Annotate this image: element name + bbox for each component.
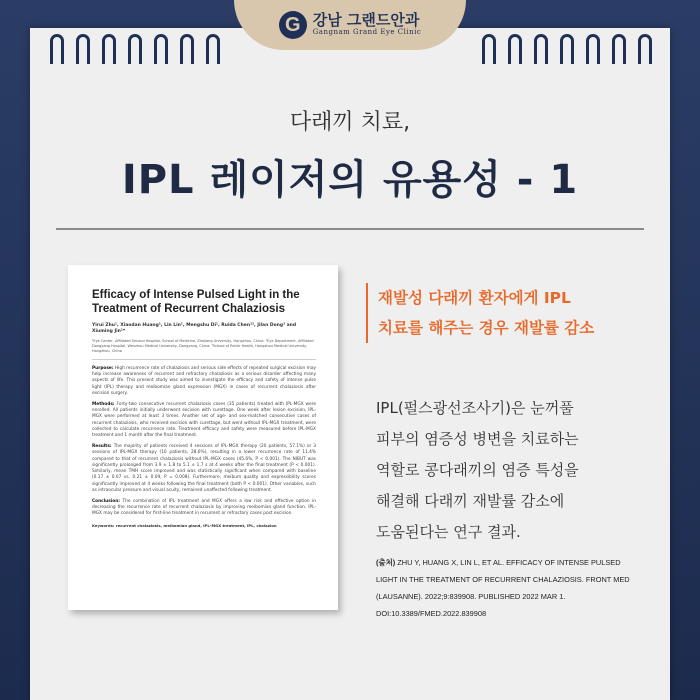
key-finding [366,283,658,343]
binder-ring [128,34,142,64]
paper-excerpt [68,265,338,610]
binder-ring [638,34,652,64]
description-line: 피부의 염증성 병변을 치료하는 [376,430,579,448]
source-text: ZHU Y, HUANG X, LIN L, ET AL. EFFICACY OF INTENSE PULSED LIGHT IN THE TREATMENT OF RECURRENT CHALAZIOSIS. FRONT MED (LAUSANNE). 2022;9:839908. PUBLISHED 2022 MAR 1. DOI:10.3389/FMED.2022.839908 [376,558,630,618]
paper-conclusion: Conclusion: The combination of IPL treatment and MGX offers a low risk and effective option in decreasing the recurrence rate of recurrent chalaziosis by improving meibomian gland function. IPL-MGX may be considered for first-line treatment in recurrent or refractory cases post excision. [92,499,316,517]
binder-ring [508,34,522,64]
brand-text [313,13,422,36]
title-divider [56,228,644,230]
key-finding-line: 재발성 다래끼 환자에게 IPL [378,289,571,307]
binder-ring [482,34,496,64]
paper-keywords: Keywords: recurrent chalaziosis, meibomian gland, IPL-MGX treatment, IPL, chalazion [92,522,277,528]
brand-name-korean: 강남 그랜드안과 [312,11,420,30]
paper-authors: Yirui Zhu¹, Xiaodan Huang¹, Lin Lin¹, Mengshu Di¹, Ruida Chen¹², Jilan Dong³ and Xiuming Jin¹* [92,322,297,334]
clinic-logo-icon: G [279,11,307,39]
binder-ring [154,34,168,64]
paper-title: Efficacy of Intense Pulsed Light in the Treatment of Recurrent Chalaziosis [92,289,300,315]
source-label: (출처) [376,558,396,567]
description-line: IPL(펄스광선조사기)은 눈꺼풀 [376,399,574,417]
binder-ring [612,34,626,64]
brand-tab [234,0,466,50]
paper-purpose: Purpose: High recurrence rate of chalaziosis and serious side effects of repeated surgical excision may help increase awareness of recurrent and refractory chalaziosis as a serious disorder affecting many aspects of life. This present study was aimed to investigate the efficacy and safety of intense pulse light (IPL) therapy and meibomian gland expression (MGX) in cases of recurrent chalaziosis after excision surgery. [92,365,316,396]
description-line: 해결해 다래끼 재발률 감소에 [376,492,565,510]
binder-ring [180,34,194,64]
binder-ring [534,34,548,64]
paper-results: Results: The majority of patients received 4 sessions of IPL-MGX therapy (20 patients, 57.1%) or 3 sessions of IPL-MGX therapy (10 patients, 28.6%), resulting in a lower recurrence rate of 11.4% compared to that of recurrent chalaziosis without IPL-MGX cases (45.6%, P < 0.001). The NIBUT was significantly prolonged from 3.9 ± 1.8 to 5.1 ± 1.7 s at 4 weeks after the final treatment (P < 0.001). Similarly, mean TMH score improved and was statistically significant when compared with baseline (0.17 ± 0.07 vs. 0.21 ± 0.09, P = 0.008). Furthermore, meibum quality and expressibility scores significantly improved at 4 weeks following the final treatment (both P < 0.001). Other variables, such as intraocular pressure and visual acuity, remained unaffected following treatment. [92,444,316,493]
binder-ring [206,34,220,64]
binder-ring [102,34,116,64]
brand-name-english: Gangnam Grand Eye Clinic [312,28,422,37]
binder-ring [76,34,90,64]
binder-ring [586,34,600,64]
binder-ring [50,34,64,64]
binder-ring [560,34,574,64]
description-line: 역할로 콩다래끼의 염증 특성을 [376,461,579,479]
paper-affiliation: ¹Eye Center, Affiliated Second Hospital, School of Medicine, Zhejiang University, Hangzhou, China. ²Eye Department, Affiliated Dongyang Hospital, Wenzhou Medical University, Dongyang, China. ³School of Public Health, Hangzhou Medical University, Hangzhou, China [92,339,316,360]
source-citation [376,554,638,622]
page-title: IPL 레이저의 유용성 - 1 [121,157,579,203]
description-line: 도움된다는 연구 결과. [376,523,521,541]
paper-methods: Methods: Forty-two consecutive recurrent chalaziosis cases (35 patients) treated with IPL-MGX were enrolled. All patients initially underwent excision with curettage. One week after lesion excision, IPL-MGX were performed at least 3 times. Another set of age- and sex-matched consecutive cases of recurrent chalaziosis, who received excision with curettage, but went without IPL-MGX treatment, were collected to calculate recurrence rate. Treatment efficacy and safety were measured before IPL-MGX treatment and 1 month after the final treatment. [92,401,317,439]
page-subtitle: 다래끼 치료, [289,110,411,135]
key-finding-line: 치료를 해주는 경우 재발률 감소 [378,319,595,337]
description [376,393,646,548]
